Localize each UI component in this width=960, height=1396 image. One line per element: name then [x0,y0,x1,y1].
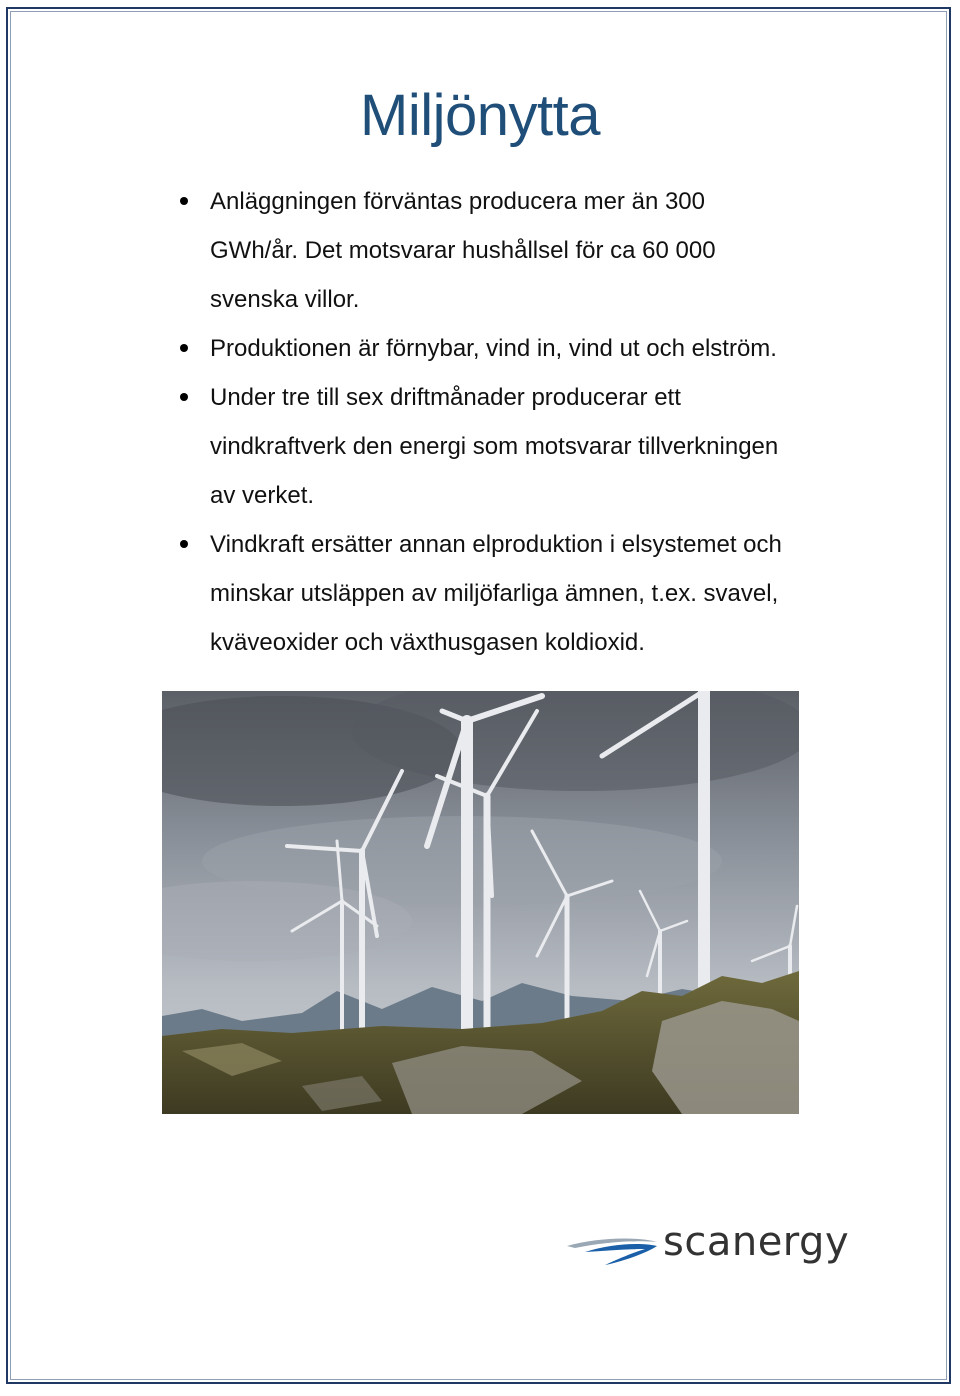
bullet-list [178,177,893,667]
scanergy-logo [565,1219,875,1272]
page-title: Miljönytta [360,83,600,148]
list-item [178,520,893,667]
logo-text: scanergy [663,1219,850,1265]
bullet-line: svenska villor. [210,286,360,313]
bullet-line: vindkraftverk den energi som motsvarar tillverkningen [210,433,779,460]
bullet-line: GWh/år. Det motsvarar hushållsel för ca 60 000 [210,237,716,264]
bullet-icon [180,540,188,548]
bullet-line: Under tre till sex driftmånader producerar ett [210,384,681,411]
list-item [178,324,893,373]
bullet-icon [180,393,188,401]
bullet-icon [180,344,188,352]
wind-farm-photo [162,691,799,1114]
bullet-line: minskar utsläppen av miljöfarliga ämnen, t.ex. svavel, [210,580,779,607]
bullet-line: av verket. [210,482,315,509]
list-item [178,177,893,324]
list-item [178,373,893,520]
bullet-line: kväveoxider och växthusgasen koldioxid. [210,629,645,656]
bullet-line: Vindkraft ersätter annan elproduktion i elsystemet och [210,531,782,558]
bullet-icon [180,197,188,205]
swoosh-icon [565,1232,660,1266]
bullet-line: Anläggningen förväntas producera mer än 300 [210,188,705,215]
bullet-line: Produktionen är förnybar, vind in, vind ut och elström. [210,335,777,362]
